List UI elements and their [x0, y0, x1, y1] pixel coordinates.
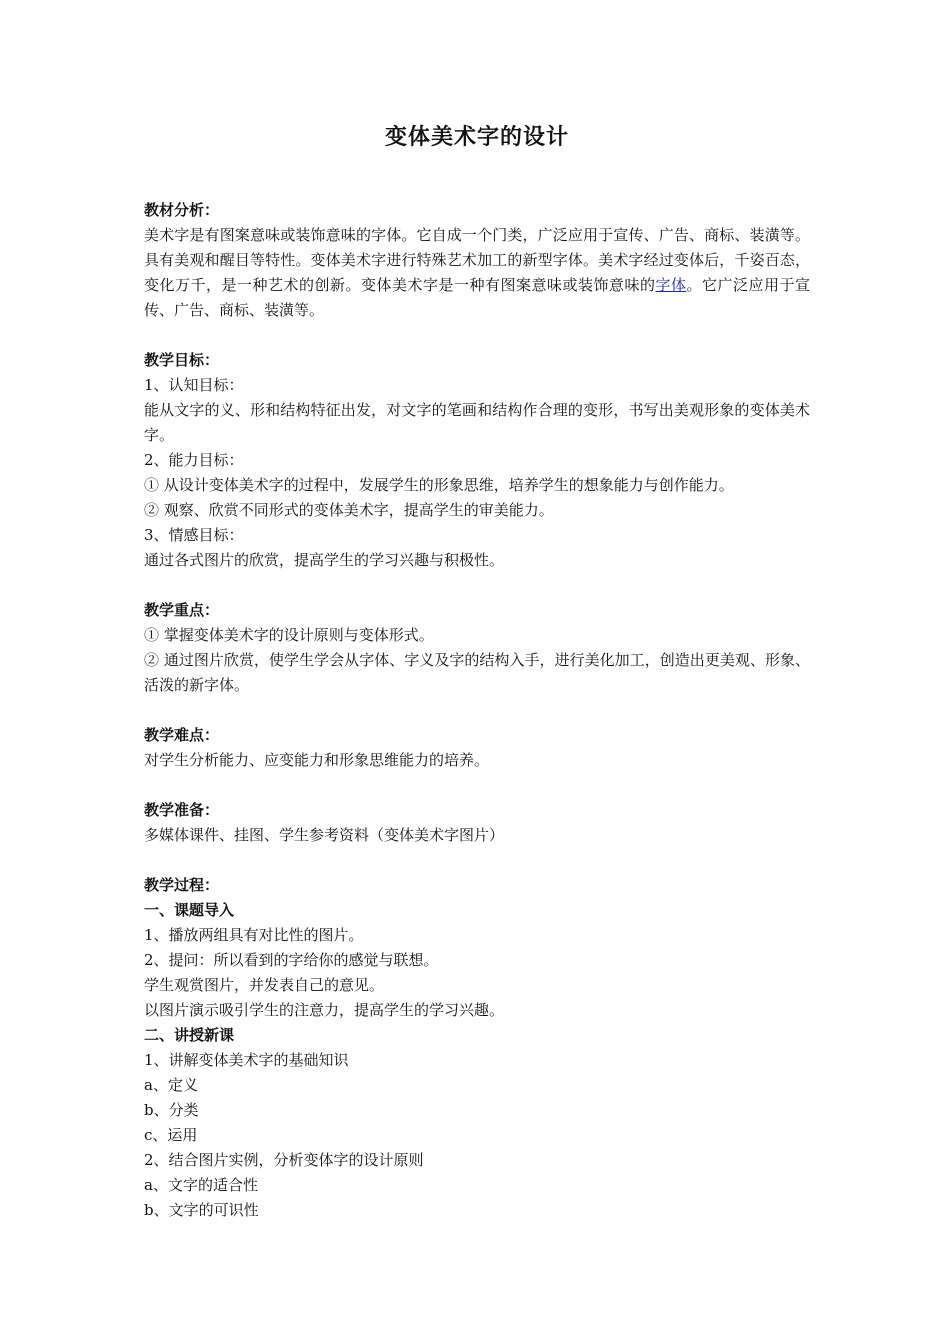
process-part1-heading: 一、课题导入	[144, 901, 235, 919]
key-point-line: ① 掌握变体美术字的设计原则与变体形式。	[144, 626, 434, 644]
key-point-line: ② 通过图片欣赏，使学生学会从字体、字义及字的结构入手，进行美化加工，创造出更美观、形象、活泼的新字体。	[144, 651, 810, 694]
process-line: a、定义	[144, 1076, 198, 1094]
goals-line: 1、认知目标：	[144, 376, 244, 394]
goals-line: 3、情感目标：	[144, 526, 244, 544]
document-page	[144, 120, 810, 1223]
goals-heading: 教学目标：	[144, 351, 220, 369]
process-line: 学生观赏图片，并发表自己的意见。	[144, 976, 385, 994]
font-link[interactable]: 字体	[655, 276, 687, 294]
process-line: 2、结合图片实例，分析变体字的设计原则	[144, 1151, 424, 1169]
analysis-paragraph	[144, 223, 810, 323]
goals-line: 能从文字的义、形和结构特征出发，对文字的笔画和结构作合理的变形，书写出美观形象的变体美术字。	[144, 401, 810, 444]
process-line: a、文字的适合性	[144, 1176, 258, 1194]
difficulty-line: 对学生分析能力、应变能力和形象思维能力的培养。	[144, 751, 490, 769]
preparation-heading: 教学准备：	[144, 801, 220, 819]
process-line: 1、播放两组具有对比性的图片。	[144, 926, 364, 944]
goals-line: ① 从设计变体美术字的过程中，发展学生的形象思维，培养学生的想象能力与创作能力。	[144, 476, 734, 494]
difficulties-heading: 教学难点：	[144, 726, 220, 744]
goals-line: ② 观察、欣赏不同形式的变体美术字，提高学生的审美能力。	[144, 501, 554, 519]
process-line: 以图片演示吸引学生的注意力，提高学生的学习兴趣。	[144, 1001, 505, 1019]
process-line: b、文字的可识性	[144, 1201, 259, 1219]
analysis-text-end: 。它广泛应用于宣传、广告、商标、装潢等。	[144, 276, 810, 319]
goals-line: 通过各式图片的欣赏，提高学生的学习兴趣与积极性。	[144, 551, 505, 569]
process-heading: 教学过程：	[144, 876, 220, 894]
process-line: b、分类	[144, 1101, 199, 1119]
goals-line: 2、能力目标：	[144, 451, 244, 469]
process-line: c、运用	[144, 1126, 198, 1144]
process-part2-heading: 二、讲授新课	[144, 1026, 235, 1044]
process-line: 1、讲解变体美术字的基础知识	[144, 1051, 349, 1069]
analysis-heading: 教材分析：	[144, 201, 220, 219]
analysis-text: 美术字是有图案意味或装饰意味的字体。它自成一个门类，广泛应用于宣传、广告、商标、装潢等。具有美观和醒目等特性。变体美术字进行特殊艺术加工的新型字体。美术字经过变体后，千姿百态，变化万千，是一种艺术的创新。变体美术字是一种有图案意味或装饰意味的	[144, 226, 810, 294]
document-title: 变体美术字的设计	[384, 124, 569, 150]
key-points-heading: 教学重点：	[144, 601, 220, 619]
preparation-line: 多媒体课件、挂图、学生参考资料（变体美术字图片）	[144, 826, 505, 844]
process-line: 2、提问：所以看到的字给你的感觉与联想。	[144, 951, 439, 969]
